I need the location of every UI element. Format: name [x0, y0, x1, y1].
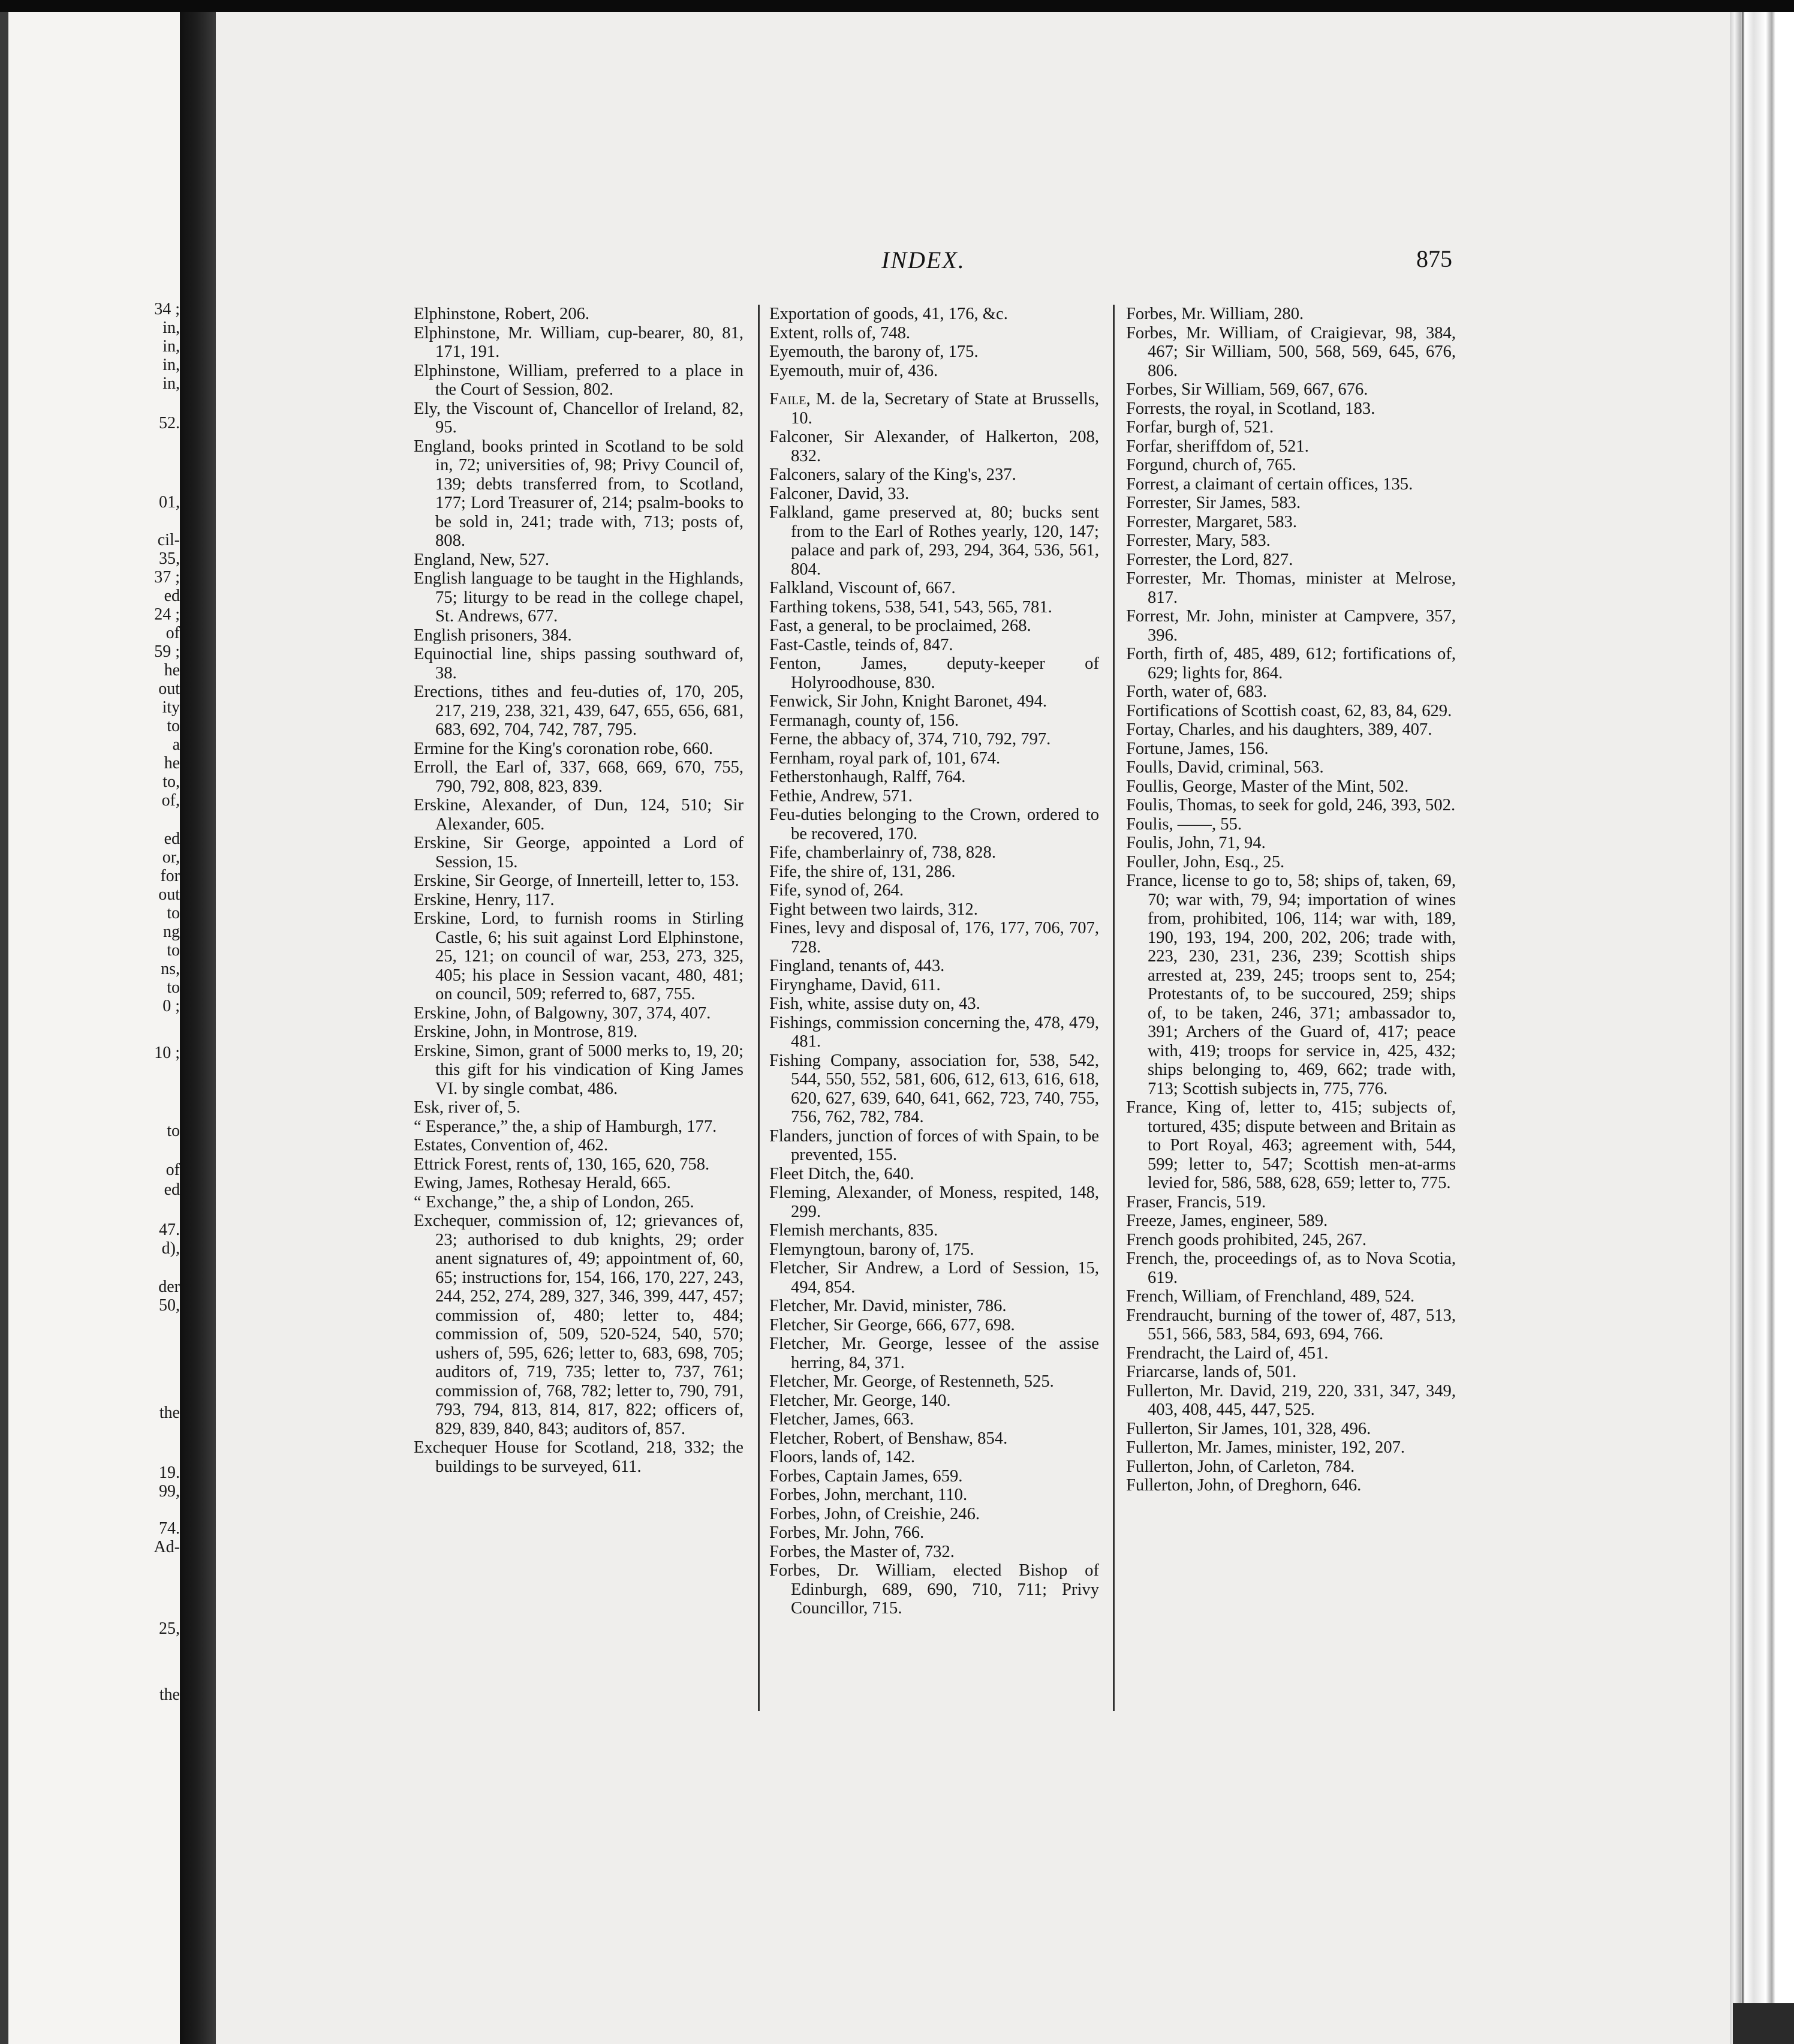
index-entry: Faile, M. de la, Secretary of State at Brussells, 10. — [769, 390, 1099, 428]
facing-page-fragment: in, — [162, 318, 180, 337]
index-entry: Elphinstone, Robert, 206. — [414, 305, 590, 323]
index-entry: Forbes, John, of Creishie, 246. — [769, 1504, 980, 1523]
index-entry: Fullerton, John, of Carleton, 784. — [1126, 1457, 1355, 1476]
facing-page-fragment: of, — [161, 791, 180, 810]
index-entry: Erskine, Alexander, of Dun, 124, 510; Sir Alexander, 605. — [414, 796, 744, 834]
facing-page-fragment: d), — [161, 1239, 180, 1258]
index-entry: Falconer, David, 33. — [769, 484, 910, 503]
index-entry: Fishings, commission concerning the, 478, 479, 481. — [769, 1013, 1099, 1051]
index-entry: Frendraucht, burning of the tower of, 487, 513, 551, 566, 583, 584, 693, 694, 766. — [1126, 1306, 1456, 1343]
index-entry: Fletcher, Sir Andrew, a Lord of Session, 15, 494, 854. — [769, 1259, 1099, 1297]
facing-page-fragment: the — [159, 1685, 180, 1704]
index-entry: Fingland, tenants of, 443. — [769, 957, 945, 975]
facing-page-fragment: for — [160, 867, 180, 885]
index-entry: Fletcher, Mr. George, 140. — [769, 1391, 951, 1410]
index-entry: Fethie, Andrew, 571. — [769, 786, 913, 805]
index-column-1 — [414, 305, 744, 1476]
index-entry: Fife, the shire of, 131, 286. — [769, 862, 956, 881]
facing-page-fragment: 0 ; — [162, 997, 180, 1015]
index-entry: Forrest, a claimant of certain offices, 135. — [1126, 474, 1413, 494]
facing-page-fragment: 59 ; — [154, 642, 180, 661]
index-entry: Ferne, the abbacy of, 374, 710, 792, 797. — [769, 730, 1051, 749]
index-entry: Fletcher, James, 663. — [769, 1410, 914, 1429]
index-column-3 — [1126, 305, 1456, 1495]
facing-page-fragment: to — [167, 941, 180, 960]
facing-page-fragment: ed — [164, 587, 180, 605]
facing-page-fragment: 47. — [159, 1221, 180, 1239]
facing-page-fragment: Ad- — [153, 1538, 180, 1556]
index-entry: Forrester, the Lord, 827. — [1126, 550, 1293, 569]
index-entry: Forrest, Mr. John, minister at Campvere, 357, 396. — [1126, 607, 1456, 645]
facing-page-edge — [0, 12, 180, 2044]
index-entry: Floors, lands of, 142. — [769, 1448, 916, 1466]
page-number: 875 — [1416, 245, 1452, 272]
facing-page-fragment: 74. — [159, 1519, 180, 1538]
index-entry: Equinoctial line, ships passing southward of, 38. — [414, 645, 744, 683]
index-entry: France, King of, letter to, 415; subjects of, tortured, 435; dispute between and Britain as to Port Royal, 463; agreement with, 544, 599; letter to, 547; Scottish men-at-arms levied for, 586, 588, 628, 659; letter to, 775. — [1126, 1098, 1456, 1192]
facing-page-fragment: 25, — [159, 1619, 180, 1638]
index-entry: Forth, water of, 683. — [1126, 683, 1268, 701]
index-entry: Forgund, church of, 765. — [1126, 456, 1296, 474]
index-entry: Fenton, James, deputy-keeper of Holyroodhouse, 830. — [769, 654, 1099, 692]
index-entry: Fletcher, Robert, of Benshaw, 854. — [769, 1429, 1008, 1448]
index-entry: Erections, tithes and feu-duties of, 170, 205, 217, 219, 238, 321, 439, 647, 655, 656, 681, 683, 692, 704, 742, 787, 795. — [414, 683, 744, 739]
index-entry: Falconers, salary of the King's, 237. — [769, 465, 1016, 484]
facing-page-fragment: cil- — [157, 531, 180, 549]
index-entry: French goods prohibited, 245, 267. — [1126, 1230, 1367, 1249]
index-entry: Friarcarse, lands of, 501. — [1126, 1363, 1297, 1381]
index-entry: Forbes, Mr. William, of Craigievar, 98, 384, 467; Sir William, 500, 568, 569, 645, 676, 806. — [1126, 323, 1456, 380]
index-entry: Forbes, John, merchant, 110. — [769, 1486, 968, 1504]
index-entry: Erskine, Henry, 117. — [414, 890, 555, 909]
index-entry: Fetherstonhaugh, Ralff, 764. — [769, 768, 966, 786]
index-entry: Foulis, John, 71, 94. — [1126, 834, 1266, 852]
facing-page-fragment: out — [158, 680, 180, 698]
column-divider — [1113, 305, 1115, 1711]
scan-top-border — [0, 0, 1794, 12]
index-entry: Exchequer, commission of, 12; grievances of, 23; authorised to dub knights, 29; order anent signatures of, 49; appointment of, 60, 65; instructions for, 154, 166, 170, 227, 243, 244, 252, 274, 289, 327, 346, 399, 447, 457; commission of, 480; letter to, 484; commission of, 509, 520-524, 540, 570; ushers of, 595, 626; letter to, 683, 698, 705; auditors of, 719, 735; letter to, 737, 761; commission of, 768, 782; letter to, 790, 791, 793, 794, 813, 814, 817, 822; officers of, 829, 839, 840, 843; auditors of, 857. — [414, 1212, 744, 1438]
index-entry: French, William, of Frenchland, 489, 524. — [1126, 1287, 1415, 1306]
index-entry: Forbes, Mr. William, 280. — [1126, 305, 1304, 323]
page-stack-edge — [1730, 12, 1794, 2044]
index-entry: Elphinstone, Mr. William, cup-bearer, 80, 81, 171, 191. — [414, 323, 744, 361]
index-entry: Freeze, James, engineer, 589. — [1126, 1212, 1328, 1230]
index-entry: Foulis, ——, 55. — [1126, 814, 1242, 834]
column-divider — [758, 305, 760, 1711]
facing-page-fragment: he — [164, 754, 180, 772]
index-entry: Fraser, Francis, 519. — [1126, 1192, 1266, 1212]
index-entry: “ Exchange,” the, a ship of London, 265. — [414, 1192, 694, 1212]
index-entry: Falkland, Viscount of, 667. — [769, 579, 956, 597]
index-entry: Feu-duties belonging to the Crown, ordered to be recovered, 170. — [769, 805, 1099, 843]
index-entry: Fletcher, Mr. George, lessee of the assise herring, 84, 371. — [769, 1334, 1099, 1372]
index-entry: Erskine, Simon, grant of 5000 merks to, 19, 20; this gift for his vindication of King James VI. by single combat, 486. — [414, 1041, 744, 1098]
index-entry: Fernham, royal park of, 101, 674. — [769, 749, 1001, 768]
index-entry: Foullis, George, Master of the Mint, 502. — [1126, 777, 1409, 796]
index-entry: Fleet Ditch, the, 640. — [769, 1164, 914, 1183]
index-entry: English prisoners, 384. — [414, 626, 572, 645]
index-entry: Fleming, Alexander, of Moness, respited, 148, 299. — [769, 1183, 1099, 1221]
index-entry: Erskine, Sir George, of Innerteill, letter to, 153. — [414, 871, 739, 890]
index-entry: Fife, chamberlainry of, 738, 828. — [769, 843, 996, 862]
index-entry: Falconer, Sir Alexander, of Halkerton, 208, 832. — [769, 428, 1099, 465]
index-entry: Fenwick, Sir John, Knight Baronet, 494. — [769, 692, 1047, 711]
index-entry: Fife, synod of, 264. — [769, 881, 904, 900]
index-entry: Fullerton, Sir James, 101, 328, 496. — [1126, 1419, 1371, 1438]
index-entry: Erskine, John, of Balgowny, 307, 374, 407. — [414, 1003, 711, 1023]
facing-page-fragment: in, — [162, 356, 180, 374]
facing-page-fragment: in, — [162, 374, 180, 393]
index-entry: Forfar, sheriffdom of, 521. — [1126, 437, 1309, 456]
index-entry: Ewing, James, Rothesay Herald, 665. — [414, 1174, 671, 1192]
facing-page-fragment: or, — [162, 848, 180, 867]
facing-page-fragment: 52. — [159, 414, 180, 432]
index-entry: Falkland, game preserved at, 80; bucks sent from to the Earl of Rothes yearly, 120, 147; palace and park of, 293, 294, 364, 536, 561, 804. — [769, 503, 1099, 579]
index-entry: Fines, levy and disposal of, 176, 177, 706, 707, 728. — [769, 919, 1099, 957]
index-entry: Forfar, burgh of, 521. — [1126, 418, 1274, 437]
index-entry: French, the, proceedings of, as to Nova Scotia, 619. — [1126, 1249, 1456, 1287]
index-entry: Erroll, the Earl of, 337, 668, 669, 670, 755, 790, 792, 808, 823, 839. — [414, 758, 744, 796]
index-entry: Fast, a general, to be proclaimed, 268. — [769, 617, 1031, 635]
index-entry: Farthing tokens, 538, 541, 543, 565, 781. — [769, 597, 1052, 617]
index-entry: Forbes, Dr. William, elected Bishop of Edinburgh, 689, 690, 710, 711; Privy Councillor, 715. — [769, 1561, 1099, 1618]
facing-page-fragment: 50, — [159, 1296, 180, 1315]
index-entry: Exchequer House for Scotland, 218, 332; the buildings to be surveyed, 611. — [414, 1438, 744, 1476]
index-entry: Fletcher, Mr. David, minister, 786. — [769, 1297, 1007, 1315]
index-entry: Eyemouth, the barony of, 175. — [769, 342, 979, 361]
facing-page-fragment: 34 ; — [154, 300, 180, 318]
index-entry: England, New, 527. — [414, 550, 550, 569]
index-entry: Forrester, Margaret, 583. — [1126, 512, 1297, 531]
facing-page-fragment: in, — [162, 337, 180, 356]
facing-page-fragment: 37 ; — [154, 568, 180, 587]
index-entry: Elphinstone, William, preferred to a place in the Court of Session, 802. — [414, 361, 744, 399]
index-entry: Forth, firth of, 485, 489, 612; fortifications of, 629; lights for, 864. — [1126, 645, 1456, 683]
page-edge-line — [1742, 12, 1744, 2044]
facing-page-fragment: 01, — [159, 493, 180, 512]
facing-page-fragment: der — [158, 1278, 180, 1296]
book-gutter — [180, 12, 216, 2044]
index-entry: Flemyngtoun, barony of, 175. — [769, 1240, 974, 1259]
index-entry: England, books printed in Scotland to be sold in, 72; universities of, 98; Privy Council of, 139; debts transferred from, to Scotland, 177; Lord Treasurer of, 214; psalm-books to be sold in, 241; trade with, 713; posts of, 808. — [414, 437, 744, 550]
index-entry: Flanders, junction of forces of with Spain, to be prevented, 155. — [769, 1126, 1099, 1164]
index-entry: Fishing Company, association for, 538, 542, 544, 550, 552, 581, 606, 612, 613, 616, 618, 620, 627, 639, 640, 641, 662, 723, 740, 755, 756, 762, 782, 784. — [769, 1051, 1099, 1126]
index-entry: Eyemouth, muir of, 436. — [769, 361, 938, 380]
index-entry: “ Esperance,” the, a ship of Hamburgh, 177. — [414, 1117, 717, 1136]
index-entry: Firynghame, David, 611. — [769, 975, 941, 994]
index-column-2 — [769, 305, 1099, 1618]
index-entry: Fullerton, Mr. David, 219, 220, 331, 347, 349, 403, 408, 445, 447, 525. — [1126, 1381, 1456, 1419]
index-entry: Forrester, Sir James, 583. — [1126, 494, 1301, 512]
facing-page-fragment: to — [167, 978, 180, 997]
index-entry-lead: Faile — [769, 390, 806, 408]
index-entry: Fish, white, assise duty on, 43. — [769, 994, 980, 1013]
index-entry: Fortune, James, 156. — [1126, 739, 1269, 758]
facing-page-fragment: ity — [162, 698, 180, 717]
facing-page-fragment: to — [167, 717, 180, 735]
index-entry: Fight between two lairds, 312. — [769, 900, 978, 919]
facing-page-fragment: ng — [163, 922, 180, 941]
facing-page-fragment: ed — [164, 829, 180, 848]
index-entry: France, license to go to, 58; ships of, taken, 69, 70; war with, 79, 94; importation of wines from, prohibited, 106, 114; war with, 189, 190, 193, 194, 200, 202, 206; trade with, 223, 230, 231, 236, 239; Scottish ships arrested at, 239, 245; troops sent to, 254; Protestants of, to be succoured, 259; ships of, to be taken, 246, 371; ambassador to, 391; Archers of the Guard of, 417; peace with, 419; troops for service in, 425, 432; ships belonging to, 469, 662; trade with, 713; Scottish subjects in, 775, 776. — [1126, 871, 1456, 1098]
facing-page-fragment: of — [165, 624, 180, 642]
index-entry: Frendracht, the Laird of, 451. — [1126, 1343, 1329, 1363]
index-entry: Forrests, the royal, in Scotland, 183. — [1126, 399, 1375, 418]
facing-page-shadow — [0, 12, 8, 2044]
facing-page-fragment: 19. — [159, 1463, 180, 1482]
index-entry: Flemish merchants, 835. — [769, 1221, 938, 1240]
index-entry: Ely, the Viscount of, Chancellor of Ireland, 82, 95. — [414, 399, 744, 437]
index-entry: Ettrick Forest, rents of, 130, 165, 620, 758. — [414, 1155, 710, 1174]
facing-page-fragment: to — [167, 904, 180, 922]
facing-page-fragment: 24 ; — [154, 605, 180, 624]
facing-page-fragment: to, — [162, 772, 180, 791]
facing-page-fragment: 10 ; — [154, 1044, 180, 1062]
index-entry: Ermine for the King's coronation robe, 660. — [414, 739, 714, 758]
facing-page-fragment: 99, — [159, 1482, 180, 1501]
index-entry: Forbes, Captain James, 659. — [769, 1466, 963, 1486]
index-entry: Forbes, Mr. John, 766. — [769, 1523, 925, 1542]
page-title: INDEX. — [881, 247, 965, 273]
facing-page-fragment: 35, — [159, 549, 180, 568]
facing-page-fragment: to — [167, 1122, 180, 1140]
index-entry: Esk, river of, 5. — [414, 1098, 520, 1117]
index-entry: Erskine, Lord, to furnish rooms in Stirling Castle, 6; his suit against Lord Elphinstone, 25, 121; on council of war, 253, 273, 325, 405; his place in Session vacant, 480, 481; on council, 509; referred to, 687, 755. — [414, 909, 744, 1003]
facing-page-fragment: a — [172, 735, 180, 754]
facing-page-fragment: ed — [164, 1180, 180, 1199]
index-entry: Forbes, the Master of, 732. — [769, 1542, 955, 1561]
index-entry: Fermanagh, county of, 156. — [769, 711, 959, 730]
index-entry: Fullerton, Mr. James, minister, 192, 207. — [1126, 1438, 1405, 1457]
facing-page-fragment: he — [164, 661, 180, 680]
index-entry: Fortay, Charles, and his daughters, 389, 407. — [1126, 720, 1432, 739]
index-entry: Fouller, John, Esq., 25. — [1126, 852, 1285, 871]
index-entry: Extent, rolls of, 748. — [769, 323, 911, 342]
index-entry: Fast-Castle, teinds of, 847. — [769, 635, 953, 654]
index-entry: Fortifications of Scottish coast, 62, 83, 84, 629. — [1126, 701, 1452, 720]
index-entry: Estates, Convention of, 462. — [414, 1136, 609, 1155]
index-entry: Forrester, Mr. Thomas, minister at Melrose, 817. — [1126, 569, 1456, 607]
index-entry: Erskine, John, in Montrose, 819. — [414, 1023, 638, 1041]
index-entry: Foulis, Thomas, to seek for gold, 246, 393, 502. — [1126, 796, 1456, 814]
index-entry: Fletcher, Sir George, 666, 677, 698. — [769, 1315, 1015, 1334]
index-entry: Erskine, Sir George, appointed a Lord of Session, 15. — [414, 834, 744, 871]
index-entry: Fullerton, John, of Dreghorn, 646. — [1126, 1476, 1362, 1495]
facing-page-fragment: of — [165, 1161, 180, 1179]
index-entry: Foulls, David, criminal, 563. — [1126, 758, 1324, 777]
index-entry: Exportation of goods, 41, 176, &c. — [769, 305, 1008, 323]
index-entry: Forrester, Mary, 583. — [1126, 531, 1271, 550]
index-entry: Forbes, Sir William, 569, 667, 676. — [1126, 380, 1368, 399]
index-entry: English language to be taught in the Highlands, 75; liturgy to be read in the college chapel, St. Andrews, 677. — [414, 569, 744, 626]
facing-page-fragment: out — [158, 885, 180, 904]
index-entry: Fletcher, Mr. George, of Restenneth, 525. — [769, 1372, 1054, 1391]
scan-corner-shadow — [1733, 2003, 1794, 2044]
facing-page-fragment: ns, — [161, 960, 180, 978]
facing-page-fragment: the — [159, 1403, 180, 1422]
